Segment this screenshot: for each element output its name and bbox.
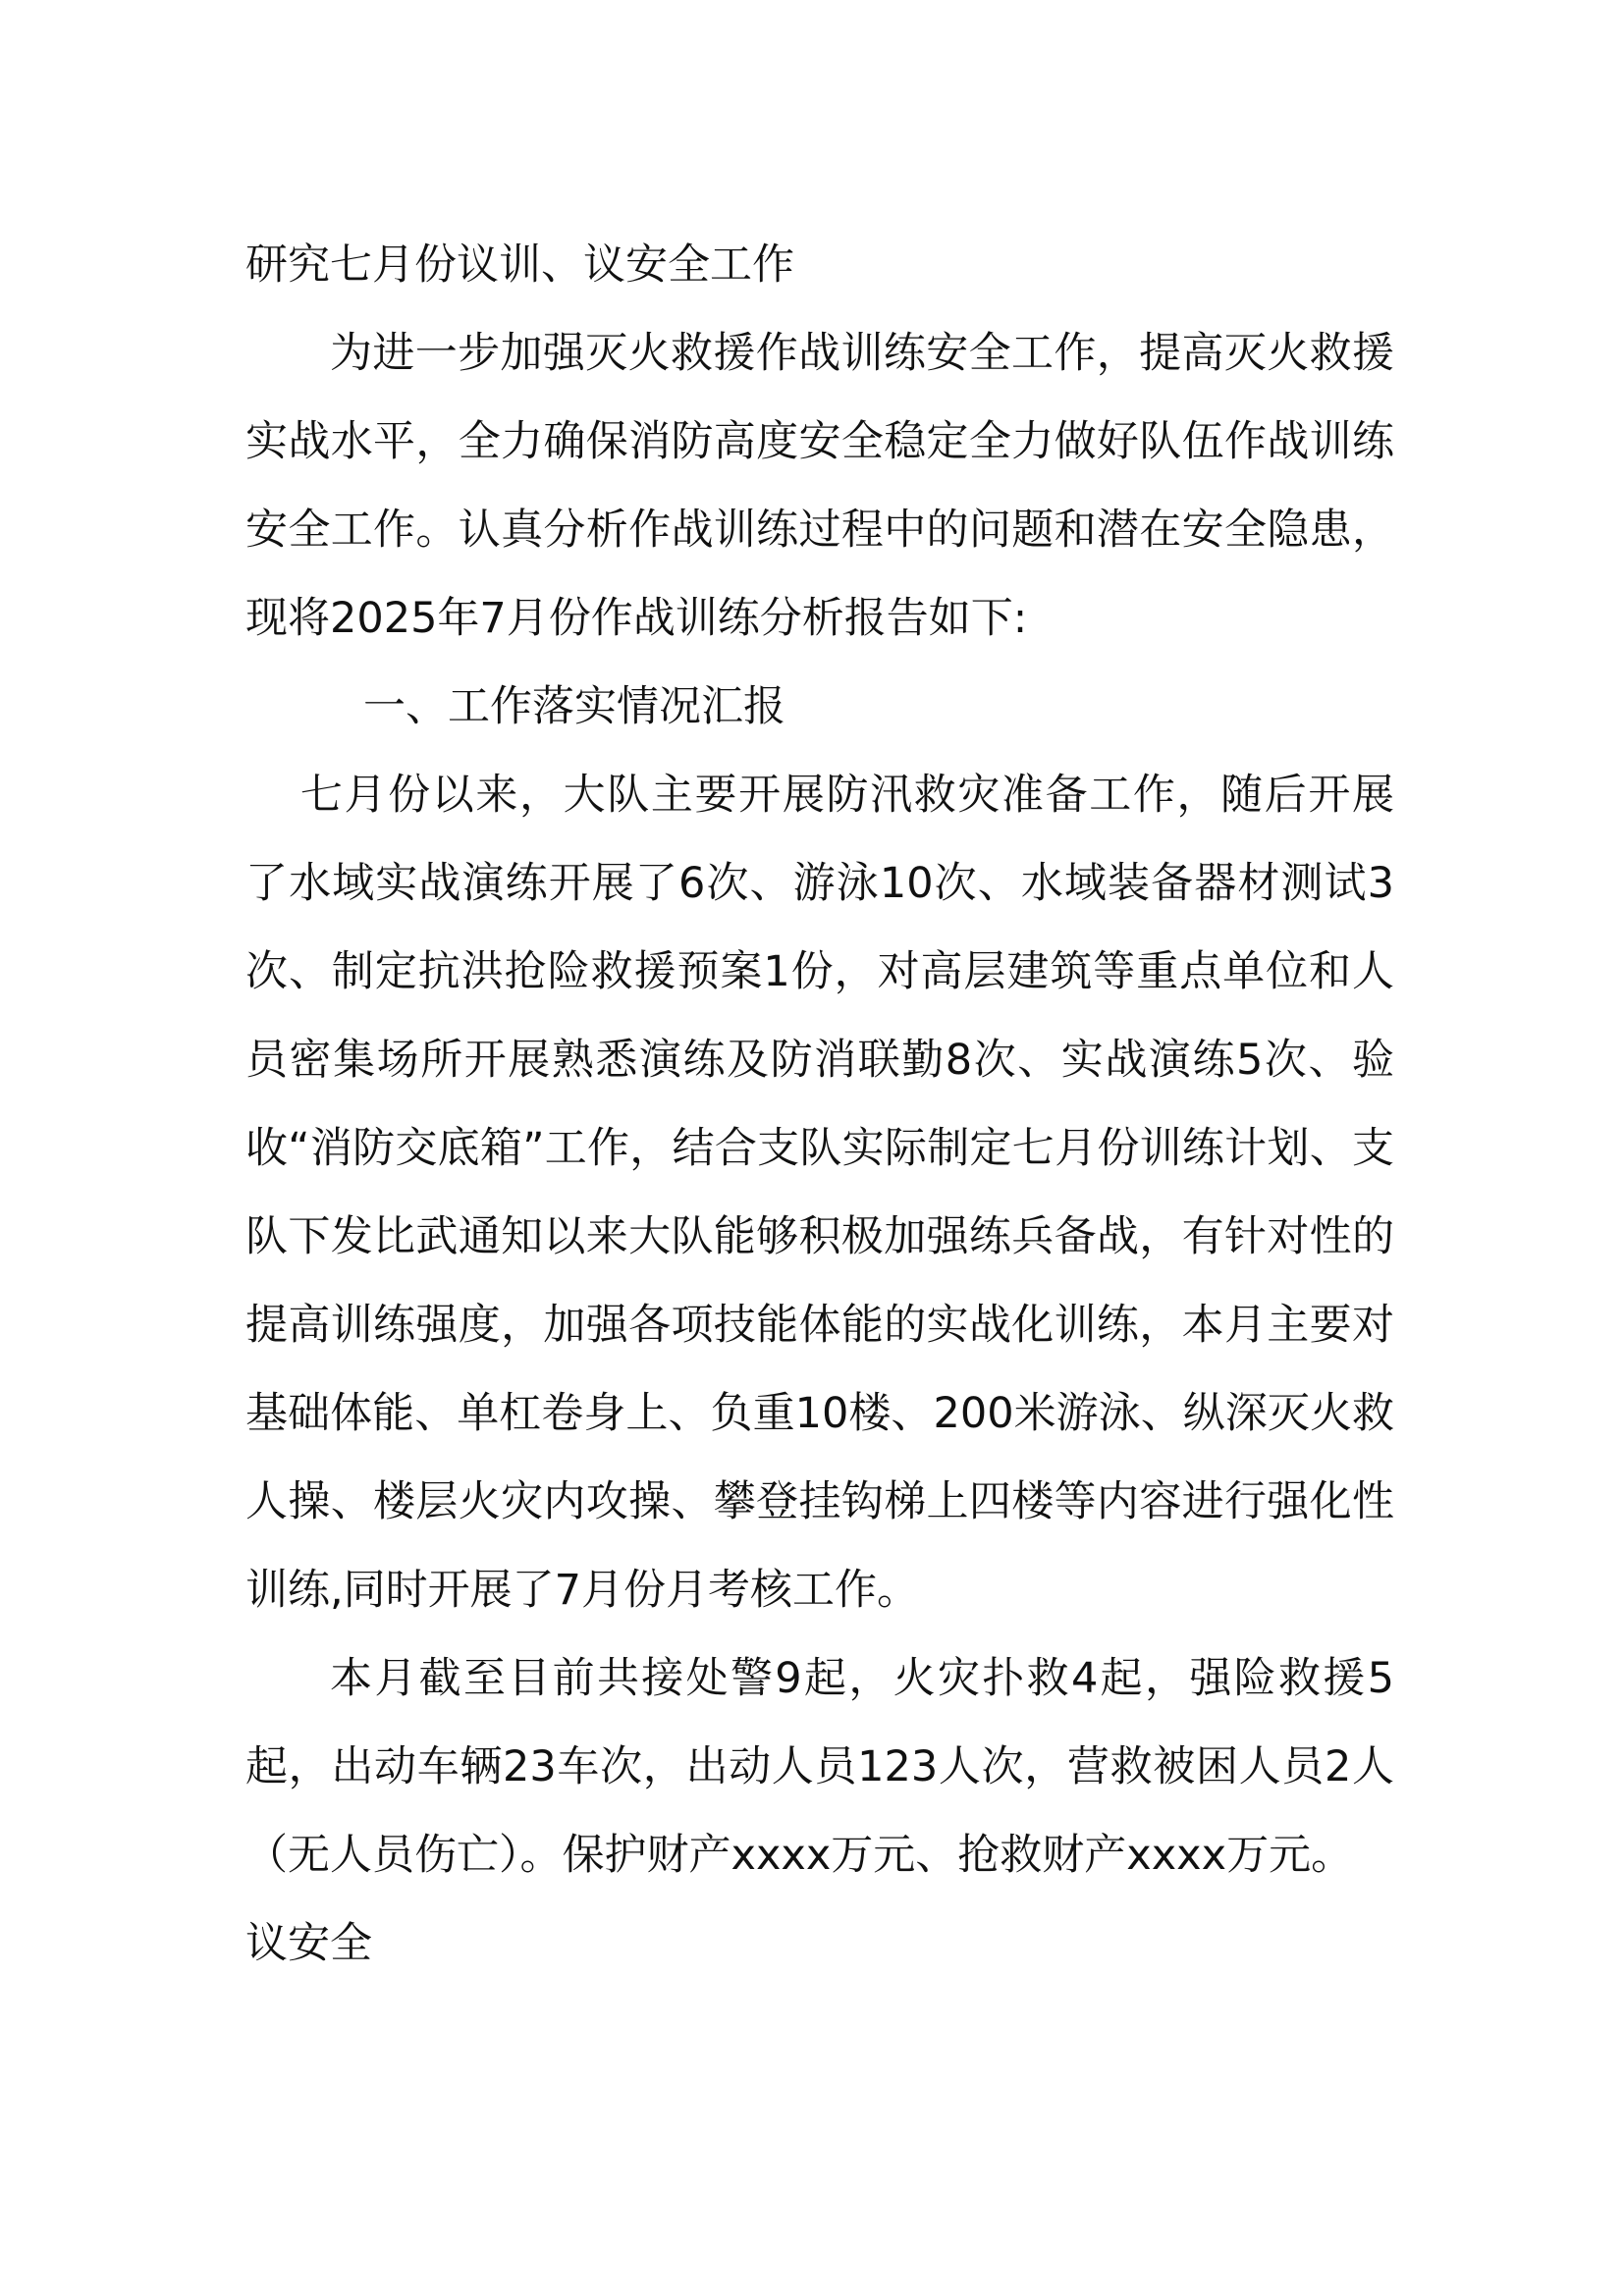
section-heading-work-report: 一、工作落实情况汇报 — [363, 682, 785, 731]
incident-summary-paragraph: 本月截至目前共接处警9起，火灾扑救4起，强险救援5起，出动车辆23车次，出动人员123人次，营救被困人员2人（无人员伤亡）。保护财产xxxx万元、抢救财产xxxx万元。 — [245, 1654, 1394, 1880]
document-title: 研究七月份议训、议安全工作 — [245, 240, 794, 290]
section-heading-safety: 议安全 — [245, 1919, 372, 1968]
intro-paragraph: 为进一步加强灭火救援作战训练安全工作，提高灭火救援实战水平，全力确保消防高度安全稳定全力做好队伍作战训练安全工作。认真分析作战训练过程中的问题和潜在安全隐患，现将2025年7月份作战训练分析报告如下: — [245, 329, 1394, 643]
document-body — [245, 221, 1394, 1988]
work-report-paragraph: 七月份以来，大队主要开展防汛救灾准备工作，随后开展了水域实战演练开展了6次、游泳10次、水域装备器材测试3次、制定抗洪抢险救援预案1份，对高层建筑等重点单位和人员密集场所开展熟悉演练及防消联勤8次、实战演练5次、验收“消防交底箱”工作，结合支队实际制定七月份训练计划、支队下发比武通知以来大队能够积极加强练兵备战，有针对性的提高训练强度，加强各项技能体能的实战化训练，本月主要对基础体能、单杠卷身上、负重10楼、200米游泳、纵深灭火救人操、楼层火灾内攻操、攀登挂钩梯上四楼等内容进行强化性训练,同时开展了7月份月考核工作。 — [245, 771, 1394, 1615]
